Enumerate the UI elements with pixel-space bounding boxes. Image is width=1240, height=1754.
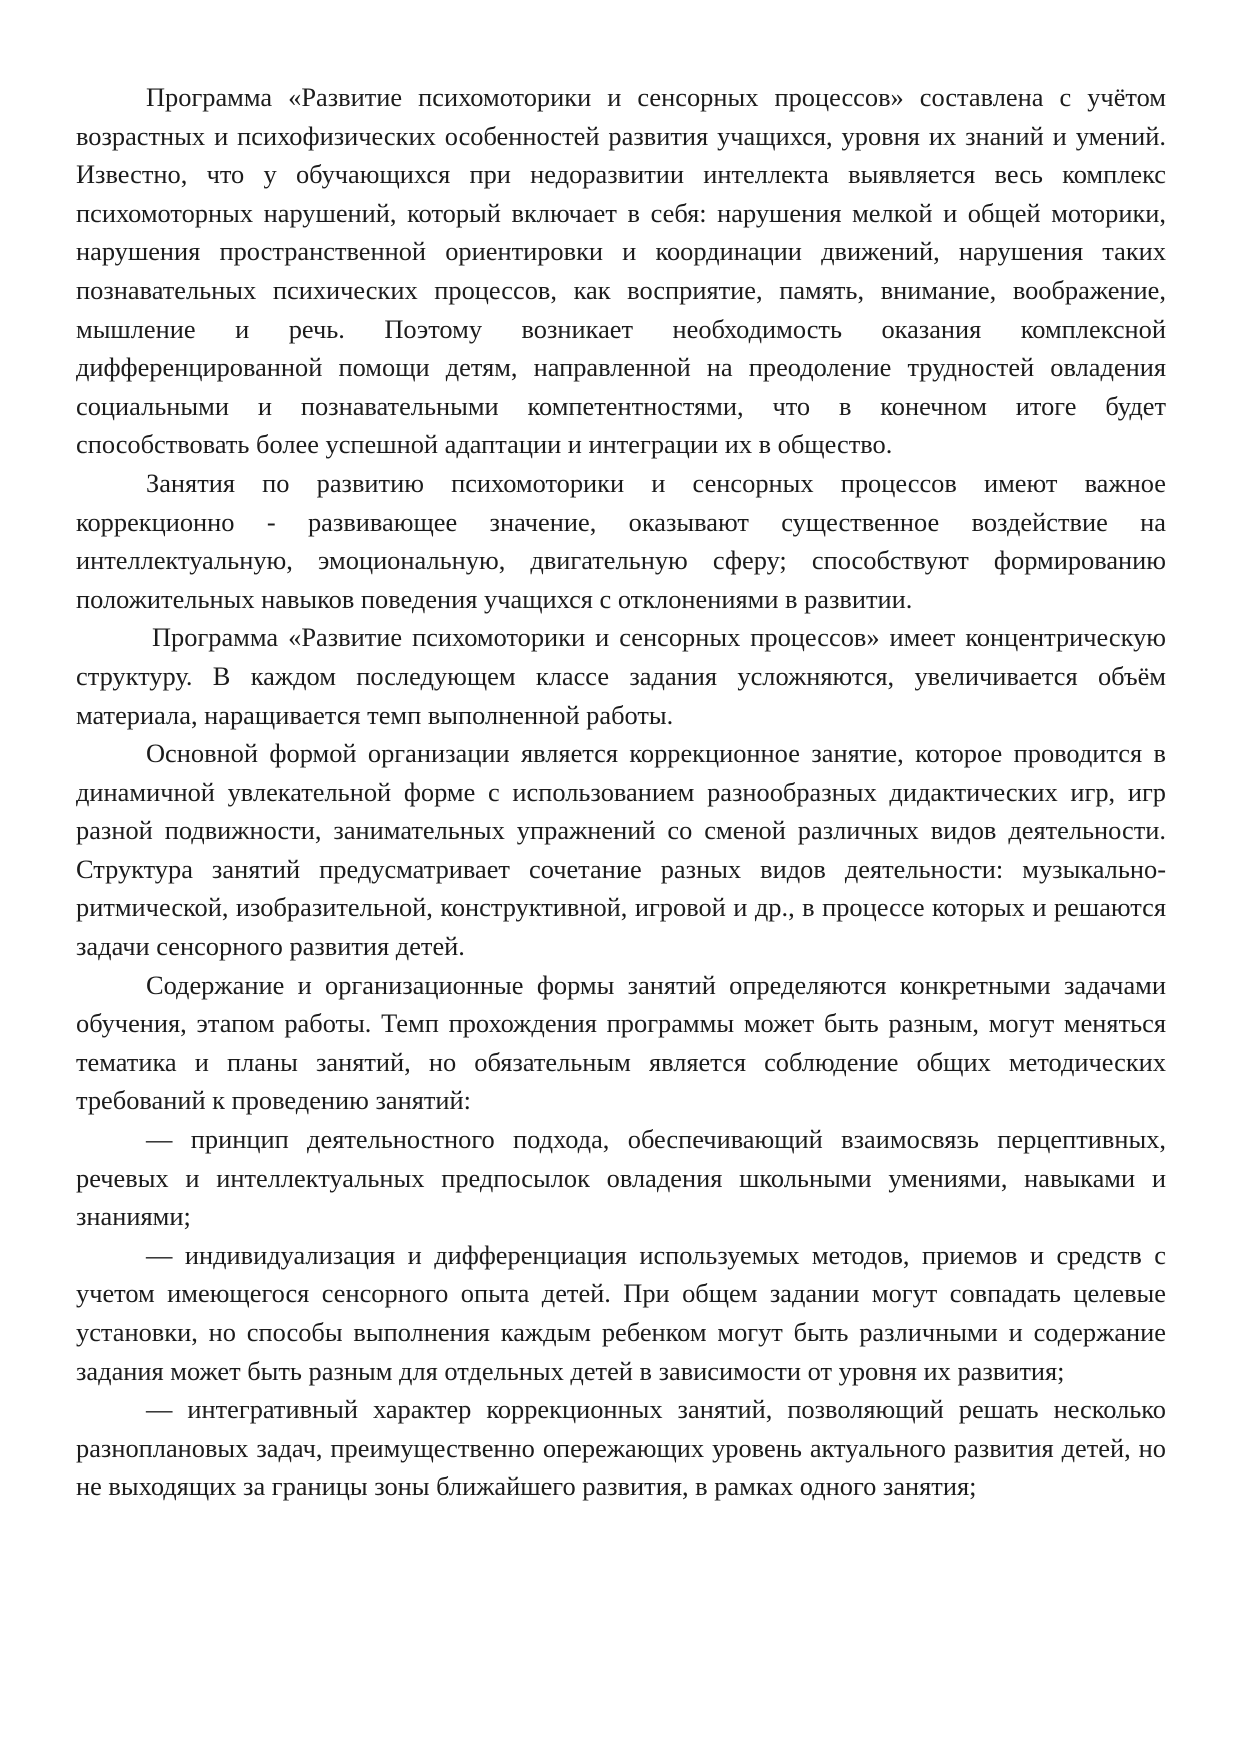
list-item-integrative-character: — интегративный характер коррекционных занятий, позволяющий решать несколько разноплановых задач, преимущественно опережающих уровень актуального развития детей, но не выходящих за границы зоны ближайшего развития, в рамках одного занятия;	[76, 1394, 1166, 1502]
paragraph-program-description: Программа «Развитие психомоторики и сенсорных процессов» составлена с учётом возрастных и психофизических особенностей развития учащихся, уровня их знаний и умений. Известно, что у обучающихся при недоразвитии интеллекта выявляется весь комплекс психомоторных нарушений, который включает в себя: нарушения мелкой и общей моторики, нарушения пространственной ориентировки и координации движений, нарушения таких познавательных психических процессов, как восприятие, память, внимание, воображение, мышление и речь. Поэтому возникает необходимость оказания комплексной дифференцированной помощи детям, направленной на преодоление трудностей овладения социальными и познавательными компетентностями, что в конечном итоге будет способствовать более успешной адаптации и интеграции их в общество.	[76, 82, 1166, 460]
paragraph-content-requirements: Содержание и организационные формы занятий определяются конкретными задачами обучения, этапом работы. Темп прохождения программы может быть разным, могут меняться тематика и планы занятий, но обязательным является соблюдение общих методических требований к проведению занятий:	[76, 969, 1166, 1116]
paragraph-lessons-significance: Занятия по развитию психомоторики и сенсорных процессов имеют важное коррекционно - развивающее значение, оказывают существенное воздействие на интеллектуальную, эмоциональную, двигательную сферу; способствуют формированию положительных навыков поведения учащихся с отклонениями в развитии.	[76, 467, 1166, 614]
list-item-individualization: — индивидуализация и дифференциация используемых методов, приемов и средств с учетом имеющегося сенсорного опыта детей. При общем задании могут совпадать целевые установки, но способы выполнения каждым ребенком могут быть различными и содержание задания может быть разным для отдельных детей в зависимости от уровня их развития;	[76, 1239, 1166, 1386]
paragraph-organization-form: Основной формой организации является коррекционное занятие, которое проводится в динамичной увлекательной форме с использованием разнообразных дидактических игр, игр разной подвижности, занимательных упражнений со сменой различных видов деятельности. Структура занятий предусматривает сочетание разных видов деятельности: музыкально-ритмической, изобразительной, конструктивной, игровой и др., в процессе которых и решаются задачи сенсорного развития детей.	[76, 738, 1166, 962]
paragraph-program-structure: Программа «Развитие психомоторики и сенсорных процессов» имеет концентрическую структуру. В каждом последующем классе задания усложняются, увеличивается объём материала, наращивается темп выполненной работы.	[76, 622, 1166, 730]
list-item-activity-approach: — принцип деятельностного подхода, обеспечивающий взаимосвязь перцептивных, речевых и интеллектуальных предпосылок овладения школьными умениями, навыками и знаниями;	[76, 1124, 1166, 1232]
document-body	[76, 78, 1166, 1506]
